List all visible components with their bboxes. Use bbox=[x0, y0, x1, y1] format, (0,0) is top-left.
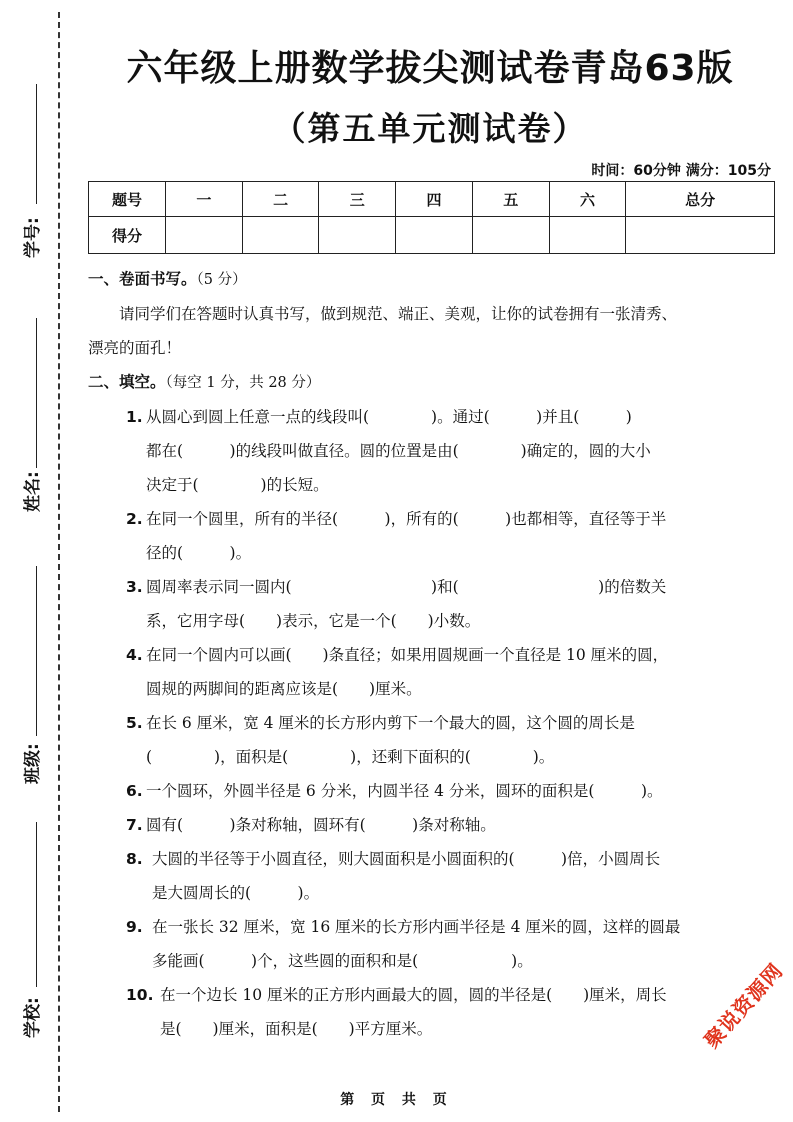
question-line: 是大圆周长的( )。 bbox=[152, 884, 320, 902]
score-table bbox=[88, 181, 775, 254]
exam-content bbox=[88, 262, 778, 1046]
score-cell[interactable] bbox=[396, 217, 473, 254]
question-line: 多能画( )个，这些圆的面积和是( )。 bbox=[152, 952, 533, 970]
score-cell[interactable] bbox=[549, 217, 626, 254]
question-line: 一个圆环，外圆半径是 6 分米，内圆半径 4 分米，圆环的面积是( )。 bbox=[146, 782, 663, 800]
question-9 bbox=[88, 910, 778, 978]
score-table-header-row bbox=[89, 182, 775, 217]
school-line bbox=[36, 822, 37, 987]
question-line: 从圆心到圆上任意一点的线段叫( )。通过( )并且( ) bbox=[146, 408, 632, 426]
score-cell[interactable] bbox=[319, 217, 396, 254]
question-number: 10. bbox=[126, 986, 154, 1004]
time-and-score-info: 时间：60分钟 满分：105分 bbox=[591, 163, 771, 179]
question-number: 5. bbox=[126, 714, 143, 732]
score-cell[interactable] bbox=[472, 217, 549, 254]
score-cell[interactable] bbox=[242, 217, 319, 254]
school-label: 学校: bbox=[23, 997, 43, 1038]
question-line: 在同一个圆内可以画( )条直径；如果用圆规画一个直径是 10 厘米的圆， bbox=[146, 646, 669, 664]
question-7 bbox=[88, 808, 778, 842]
question-line: 决定于( )的长短。 bbox=[146, 476, 329, 494]
score-header-cell: 二 bbox=[242, 182, 319, 217]
question-line: 大圆的半径等于小圆直径，则大圆面积是小圆面积的( )倍，小圆周长 bbox=[152, 850, 661, 868]
score-header-cell: 题号 bbox=[89, 182, 166, 217]
section1-text-line: 请同学们在答题时认真书写，做到规范、端正、美观，让你的试卷拥有一张清秀、 bbox=[119, 305, 678, 323]
score-header-cell: 五 bbox=[472, 182, 549, 217]
score-header-cell: 总分 bbox=[626, 182, 775, 217]
question-line: 是( )厘米，面积是( )平方厘米。 bbox=[160, 1020, 433, 1038]
section2-points: （每空 1 分，共 28 分） bbox=[165, 375, 321, 391]
question-line: 系，它用字母( )表示，它是一个( )小数。 bbox=[146, 612, 481, 630]
question-number: 9. bbox=[126, 918, 143, 936]
question-line: 圆规的两脚间的距离应该是( )厘米。 bbox=[146, 680, 422, 698]
question-1 bbox=[88, 400, 778, 502]
question-number: 7. bbox=[126, 816, 143, 834]
exam-subtitle: （第五单元测试卷） bbox=[272, 109, 588, 148]
class-label: 班级: bbox=[23, 743, 43, 784]
score-header-cell: 六 bbox=[549, 182, 626, 217]
question-line: 圆有( )条对称轴，圆环有( )条对称轴。 bbox=[146, 816, 496, 834]
question-number: 3. bbox=[126, 578, 143, 596]
class-line bbox=[36, 566, 37, 736]
section2-heading bbox=[88, 365, 778, 400]
question-number: 8. bbox=[126, 850, 143, 868]
question-3 bbox=[88, 570, 778, 638]
section1-title: 一、卷面书写。 bbox=[88, 270, 197, 288]
student-id-label: 学号: bbox=[23, 217, 43, 258]
score-cell[interactable] bbox=[166, 217, 243, 254]
score-header-cell: 四 bbox=[396, 182, 473, 217]
name-label: 姓名: bbox=[23, 471, 43, 512]
score-table-score-row bbox=[89, 217, 775, 254]
question-line: 在同一个圆里，所有的半径( )，所有的( )也都相等，直径等于半 bbox=[146, 510, 667, 528]
section1-heading bbox=[88, 262, 778, 297]
question-line: 在一张长 32 厘米，宽 16 厘米的长方形内画半径是 4 厘米的圆，这样的圆最 bbox=[152, 918, 681, 936]
section1-points: （5 分） bbox=[196, 272, 247, 288]
section2-title: 二、填空。 bbox=[88, 373, 166, 391]
question-10 bbox=[88, 978, 778, 1046]
score-row-label: 得分 bbox=[89, 217, 166, 254]
score-header-cell: 一 bbox=[166, 182, 243, 217]
score-cell[interactable] bbox=[626, 217, 775, 254]
question-number: 4. bbox=[126, 646, 143, 664]
question-2 bbox=[88, 502, 778, 570]
section1-text-line: 漂亮的面孔！ bbox=[88, 339, 182, 357]
question-4 bbox=[88, 638, 778, 706]
name-line bbox=[36, 318, 37, 468]
question-number: 2. bbox=[126, 510, 143, 528]
question-line: 都在( )的线段叫做直径。圆的位置是由( )确定的，圆的大小 bbox=[146, 442, 651, 460]
question-line: ( )，面积是( )，还剩下面积的( )。 bbox=[146, 748, 555, 766]
question-line: 径的( )。 bbox=[146, 544, 252, 562]
question-number: 1. bbox=[126, 408, 143, 426]
exam-title: 六年级上册数学拔尖测试卷青岛63版 bbox=[126, 48, 734, 89]
binding-dashed-line bbox=[58, 12, 60, 1112]
question-line: 圆周率表示同一圆内( )和( )的倍数关 bbox=[146, 578, 667, 596]
question-5 bbox=[88, 706, 778, 774]
score-header-cell: 三 bbox=[319, 182, 396, 217]
question-6 bbox=[88, 774, 778, 808]
binding-sidebar bbox=[0, 0, 70, 1122]
watermark-stamp: 聚说资源网 bbox=[699, 958, 788, 1053]
page-footer: 第 页 共 页 bbox=[340, 1092, 453, 1108]
question-8 bbox=[88, 842, 778, 910]
question-line: 在长 6 厘米，宽 4 厘米的长方形内剪下一个最大的圆，这个圆的周长是 bbox=[146, 714, 635, 732]
student-id-line bbox=[36, 84, 37, 204]
question-line: 在一个边长 10 厘米的正方形内画最大的圆，圆的半径是( )厘米，周长 bbox=[160, 986, 667, 1004]
question-number: 6. bbox=[126, 782, 143, 800]
